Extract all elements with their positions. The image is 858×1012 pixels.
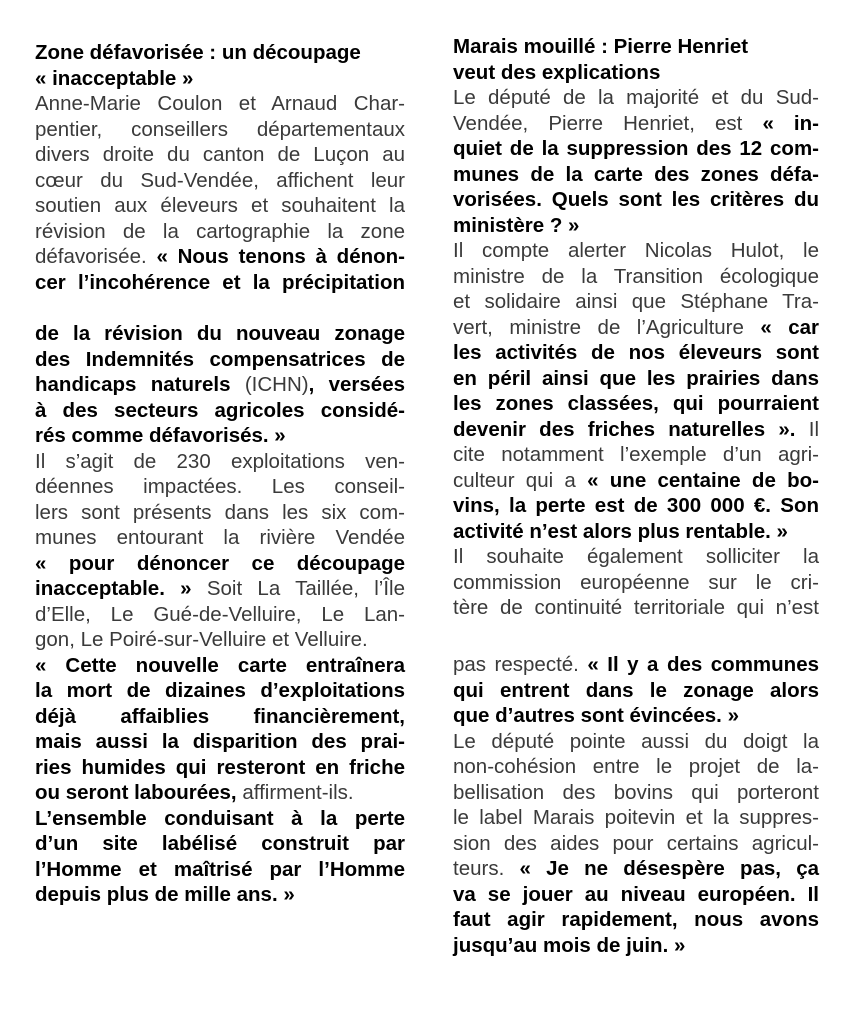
body-text: teurs. xyxy=(453,857,520,880)
text-line xyxy=(453,754,819,780)
text-line xyxy=(35,857,405,883)
quote-text: déjà affaiblies financièrement, xyxy=(35,704,405,728)
text-line xyxy=(453,468,819,494)
article-left-bottom xyxy=(35,321,405,908)
body-text: tère de continuité territoriale qui n’est xyxy=(453,596,819,619)
text-line xyxy=(453,315,819,341)
text-line xyxy=(35,602,405,628)
quote-text: faut agir rapidement, nous avons xyxy=(453,908,819,931)
quote-text: vorisées. Quels sont les critères du xyxy=(453,188,819,211)
quote-text: en péril ainsi que les prairies dans xyxy=(453,366,819,390)
body-text: Il s’agit de 230 exploitations ven- xyxy=(35,449,405,473)
text-line xyxy=(35,40,405,66)
quote-text: « une centaine de bo- xyxy=(587,468,819,492)
article-left-top xyxy=(35,40,405,295)
text-line xyxy=(35,882,405,908)
text-line xyxy=(453,34,819,60)
text-line xyxy=(35,193,405,219)
body-text: Il souhaite également solliciter la xyxy=(453,545,819,568)
quote-text: depuis plus de mille ans. » xyxy=(35,883,295,906)
quote-text: ministère ? » xyxy=(453,213,580,237)
text-line xyxy=(453,264,819,290)
body-text: déennes impactées. Les conseil- xyxy=(35,475,405,498)
body-text: sion des aides pour certains agricul- xyxy=(453,831,819,855)
text-line xyxy=(453,111,819,137)
text-line xyxy=(453,780,819,806)
quote-text: L’ensemble conduisant à la perte xyxy=(35,806,405,830)
text-line xyxy=(453,595,819,621)
text-line xyxy=(453,678,819,704)
quote-text: va se jouer au niveau européen. Il xyxy=(453,882,819,906)
body-text: le label Marais poitevin et la suppres- xyxy=(453,806,819,829)
body-text: Le député pointe aussi du doigt la xyxy=(453,729,819,753)
text-line xyxy=(35,398,405,424)
text-line xyxy=(35,117,405,143)
text-line xyxy=(35,627,405,653)
body-text: et solidaire ainsi que Stéphane Tra- xyxy=(453,290,819,313)
body-text: Soit La Taillée, l’Île xyxy=(191,577,405,600)
body-text: cœur du Sud-Vendée, affichent leur xyxy=(35,168,405,192)
body-text: d’Elle, Le Gué-de-Velluire, Le Lan- xyxy=(35,602,405,626)
quote-text: à des secteurs agricoles considé- xyxy=(35,398,405,422)
text-line xyxy=(453,417,819,443)
text-line xyxy=(35,653,405,679)
body-text: (ICHN) xyxy=(244,373,309,396)
quote-text: d’un site labélisé construit par xyxy=(35,832,405,855)
text-line xyxy=(453,187,819,213)
text-line xyxy=(453,729,819,755)
text-line xyxy=(35,321,405,347)
text-line xyxy=(453,882,819,908)
body-text: Le député de la majorité et du Sud- xyxy=(453,86,819,109)
body-text: pas respecté. xyxy=(453,653,588,676)
text-line xyxy=(35,551,405,577)
text-line xyxy=(35,576,405,602)
text-line xyxy=(35,806,405,832)
text-line xyxy=(35,142,405,168)
quote-text: « in- xyxy=(762,111,819,135)
quote-text: « Nous tenons à dénon- xyxy=(156,245,405,268)
text-line xyxy=(453,519,819,545)
text-line xyxy=(453,366,819,392)
quote-text: vins, la perte est de 300 000 €. Son xyxy=(453,494,819,517)
body-text: pentier, conseillers départementaux xyxy=(35,117,405,141)
quote-text: l’Homme et maîtrisé par l’Homme xyxy=(35,857,405,881)
quote-text: « pour dénoncer ce découpage xyxy=(35,551,405,575)
body-text: bellisation des bovins qui porteront xyxy=(453,780,819,804)
body-text: lers sont présents dans les six com- xyxy=(35,500,405,524)
text-line xyxy=(35,449,405,475)
text-line xyxy=(453,570,819,596)
quote-text: handicaps naturels xyxy=(35,373,245,396)
quote-text: les activités de nos éleveurs sont xyxy=(453,341,819,364)
text-line xyxy=(35,91,405,117)
quote-text: qui entrent dans le zonage alors xyxy=(453,678,819,702)
body-text: munes entourant la rivière Vendée xyxy=(35,526,405,549)
body-text: défavorisée. xyxy=(35,245,157,268)
text-line xyxy=(453,238,819,264)
text-line xyxy=(453,60,819,86)
text-line xyxy=(35,729,405,755)
text-line xyxy=(35,219,405,245)
text-line xyxy=(453,933,819,959)
quote-text: devenir des friches naturelles ». xyxy=(453,417,796,441)
body-text: vert, ministre de l’Agriculture xyxy=(453,315,761,339)
text-line xyxy=(453,703,819,729)
text-line xyxy=(35,525,405,551)
heading-text: « inacceptable » xyxy=(35,66,194,90)
quote-text: activité n’est alors plus rentable. » xyxy=(453,519,788,543)
body-text: gon, Le Poiré-sur-Velluire et Velluire. xyxy=(35,628,368,651)
body-text: cite notamment l’exemple d’un agri- xyxy=(453,443,819,466)
text-line xyxy=(35,831,405,857)
text-line xyxy=(453,340,819,366)
text-line xyxy=(453,162,819,188)
text-line xyxy=(453,831,819,857)
article-right-top xyxy=(453,34,819,621)
quote-text: que d’autres sont évincées. » xyxy=(453,704,739,727)
text-line xyxy=(35,66,405,92)
text-line xyxy=(453,856,819,882)
quote-text: quiet de la suppression des 12 com- xyxy=(453,137,819,160)
text-line xyxy=(35,347,405,373)
text-line xyxy=(453,544,819,570)
quote-text: « Je ne désespère pas, ça xyxy=(519,857,819,880)
body-text: non-cohésion entre le projet de la- xyxy=(453,755,819,778)
body-text: Anne-Marie Coulon et Arnaud Char- xyxy=(35,92,405,115)
text-line xyxy=(453,907,819,933)
text-line xyxy=(453,213,819,239)
text-line xyxy=(453,493,819,519)
body-text: affirment-ils. xyxy=(236,781,354,804)
heading-text: veut des explications xyxy=(453,60,661,84)
text-line xyxy=(453,289,819,315)
text-line xyxy=(35,270,405,296)
text-line xyxy=(453,805,819,831)
quote-text: « Cette nouvelle carte entraînera xyxy=(35,653,405,677)
text-line xyxy=(35,244,405,270)
quote-text: « Il y a des communes xyxy=(587,653,820,676)
text-line xyxy=(35,678,405,704)
quote-text: les zones classées, qui pourraient xyxy=(453,392,819,415)
quote-text: jusqu’au mois de juin. » xyxy=(453,933,686,957)
text-line xyxy=(35,755,405,781)
text-line xyxy=(453,442,819,468)
quote-text: munes de la carte des zones défa- xyxy=(453,162,819,186)
body-text: commission européenne sur le cri- xyxy=(453,570,819,594)
text-line xyxy=(35,372,405,398)
text-line xyxy=(453,391,819,417)
text-line xyxy=(35,168,405,194)
quote-text: rés comme défavorisés. » xyxy=(35,424,286,447)
quote-text: ou seront labourées, xyxy=(35,781,237,804)
quote-text: mais aussi la disparition des prai- xyxy=(35,730,405,753)
article-right-bottom xyxy=(453,652,819,958)
body-text: divers droite du canton de Luçon au xyxy=(35,143,405,166)
text-line xyxy=(35,780,405,806)
body-text: soutien aux éleveurs et souhaitent la xyxy=(35,194,405,217)
text-line xyxy=(453,85,819,111)
text-line xyxy=(35,500,405,526)
quote-text: cer l’incohérence et la précipitation xyxy=(35,270,405,294)
quote-text: inacceptable. » xyxy=(35,577,192,600)
body-text: ministre de la Transition écologique xyxy=(453,264,819,288)
body-text: révision de la cartographie la zone xyxy=(35,219,405,243)
quote-text: des Indemnités compensatrices de xyxy=(35,347,405,371)
text-line xyxy=(35,704,405,730)
text-line xyxy=(453,136,819,162)
body-text: Vendée, Pierre Henriet, est xyxy=(453,111,763,135)
body-text: Il xyxy=(795,417,819,441)
body-text: Il compte alerter Nicolas Hulot, le xyxy=(453,239,819,262)
quote-text: , versées xyxy=(308,373,405,396)
heading-text: Zone défavorisée : un découpage xyxy=(35,41,361,64)
quote-text: la mort de dizaines d’exploitations xyxy=(35,679,405,702)
heading-text: Marais mouillé : Pierre Henriet xyxy=(453,35,749,58)
body-text: culteur qui a xyxy=(453,468,588,492)
text-line xyxy=(35,423,405,449)
text-line xyxy=(35,474,405,500)
text-line xyxy=(453,652,819,678)
quote-text: ries humides qui resteront en friche xyxy=(35,755,405,779)
quote-text: de la révision du nouveau zonage xyxy=(35,322,405,345)
quote-text: « car xyxy=(760,315,819,339)
